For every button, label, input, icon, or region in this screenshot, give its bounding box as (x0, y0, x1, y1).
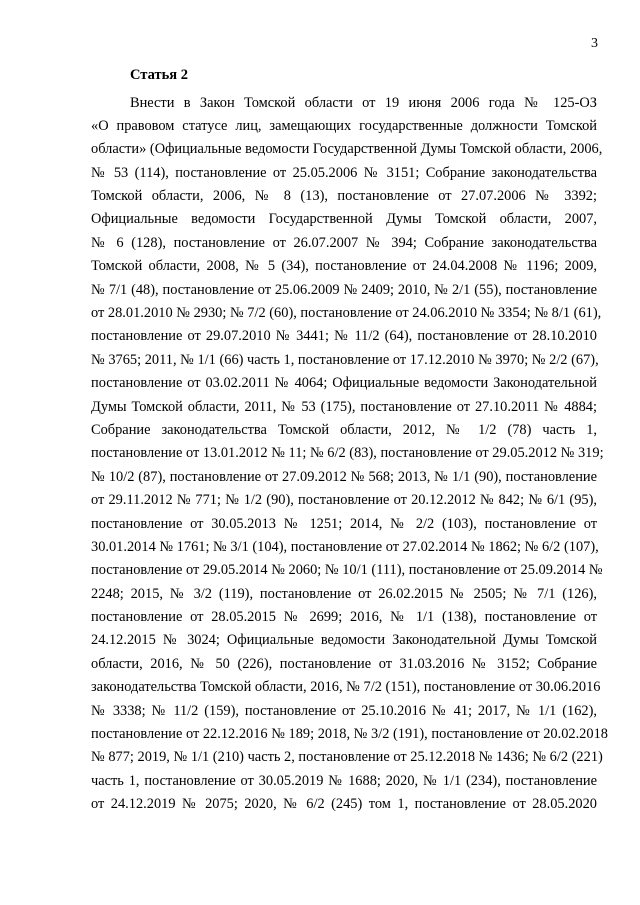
paragraph-line: постановление от 03.02.2011 № 4064; Официальные ведомости Законодательной (91, 375, 597, 392)
paragraph-line: Собрание законодательства Томской области, 2012, № 1/2 (78) часть 1, (91, 421, 597, 438)
article-body (91, 92, 608, 817)
paragraph-line: Томской области, 2006, № 8 (13), постановление от 27.07.2006 № 3392; (91, 188, 597, 205)
paragraph-line: постановление от 28.05.2015 № 2699; 2016, № 1/1 (138), постановление от (91, 609, 597, 626)
paragraph-line: Официальные ведомости Государственной Думы Томской области, 2007, (91, 211, 597, 228)
paragraph-line: постановление от 29.05.2014 № 2060; № 10/1 (111), постановление от 25.09.2014 № (91, 562, 603, 579)
paragraph-line: часть 1, постановление от 30.05.2019 № 1688; 2020, № 1/1 (234), постановление (91, 772, 597, 789)
paragraph-line: № 7/1 (48), постановление от 25.06.2009 № 2409; 2010, № 2/1 (55), постановление (91, 281, 597, 298)
paragraph-line: № 6 (128), постановление от 26.07.2007 № 394; Собрание законодательства (91, 234, 597, 251)
paragraph-line: 30.01.2014 № 1761; № 3/1 (104), постановление от 27.02.2014 № 1862; № 6/2 (107), (91, 538, 599, 555)
paragraph-line: законодательства Томской области, 2016, № 7/2 (151), постановление от 30.06.2016 (91, 679, 601, 696)
paragraph-line: «О правовом статусе лиц, замещающих государственные должности Томской (91, 117, 597, 134)
paragraph-line: 2248; 2015, № 3/2 (119), постановление от 26.02.2015 № 2505; № 7/1 (126), (91, 585, 597, 602)
paragraph-line: от 24.12.2019 № 2075; 2020, № 6/2 (245) том 1, постановление от 28.05.2020 (91, 796, 597, 813)
paragraph-line: Томской области, 2008, № 5 (34), постановление от 24.04.2008 № 1196; 2009, (91, 258, 597, 275)
paragraph-line: области» (Официальные ведомости Государственной Думы Томской области, 2006, (91, 141, 603, 158)
page-number: 3 (591, 36, 598, 51)
paragraph-line: № 3338; № 11/2 (159), постановление от 25.10.2016 № 41; 2017, № 1/1 (162), (91, 702, 597, 719)
paragraph-line: № 3765; 2011, № 1/1 (66) часть 1, постановление от 17.12.2010 № 3970; № 2/2 (67), (91, 351, 599, 368)
paragraph-line: № 10/2 (87), постановление от 27.09.2012 № 568; 2013, № 1/1 (90), постановление (91, 468, 597, 485)
article-title: Статья 2 (130, 67, 188, 83)
paragraph-line: Внести в Закон Томской области от 19 июня 2006 года № 125-ОЗ (130, 94, 597, 111)
paragraph-line: постановление от 22.12.2016 № 189; 2018, № 3/2 (191), постановление от 20.02.2018 (91, 726, 608, 743)
paragraph-line: № 53 (114), постановление от 25.05.2006 № 3151; Собрание законодательства (91, 164, 597, 181)
paragraph-line: постановление от 30.05.2013 № 1251; 2014, № 2/2 (103), постановление от (91, 515, 597, 532)
paragraph-line: Думы Томской области, 2011, № 53 (175), постановление от 27.10.2011 № 4884; (91, 398, 597, 415)
paragraph-line: от 29.11.2012 № 771; № 1/2 (90), постановление от 20.12.2012 № 842; № 6/1 (95), (91, 492, 597, 509)
paragraph-line: № 877; 2019, № 1/1 (210) часть 2, постановление от 25.12.2018 № 1436; № 6/2 (221) (91, 749, 603, 766)
paragraph-line: от 28.01.2010 № 2930; № 7/2 (60), постановление от 24.06.2010 № 3354; № 8/1 (61), (91, 305, 602, 322)
paragraph-line: 24.12.2015 № 3024; Официальные ведомости Законодательной Думы Томской (91, 632, 597, 649)
paragraph-line: постановление от 29.07.2010 № 3441; № 11/2 (64), постановление от 28.10.2010 (91, 328, 597, 345)
paragraph-line: области, 2016, № 50 (226), постановление от 31.03.2016 № 3152; Собрание (91, 655, 597, 672)
paragraph-line: постановление от 13.01.2012 № 11; № 6/2 (83), постановление от 29.05.2012 № 319; (91, 445, 604, 462)
